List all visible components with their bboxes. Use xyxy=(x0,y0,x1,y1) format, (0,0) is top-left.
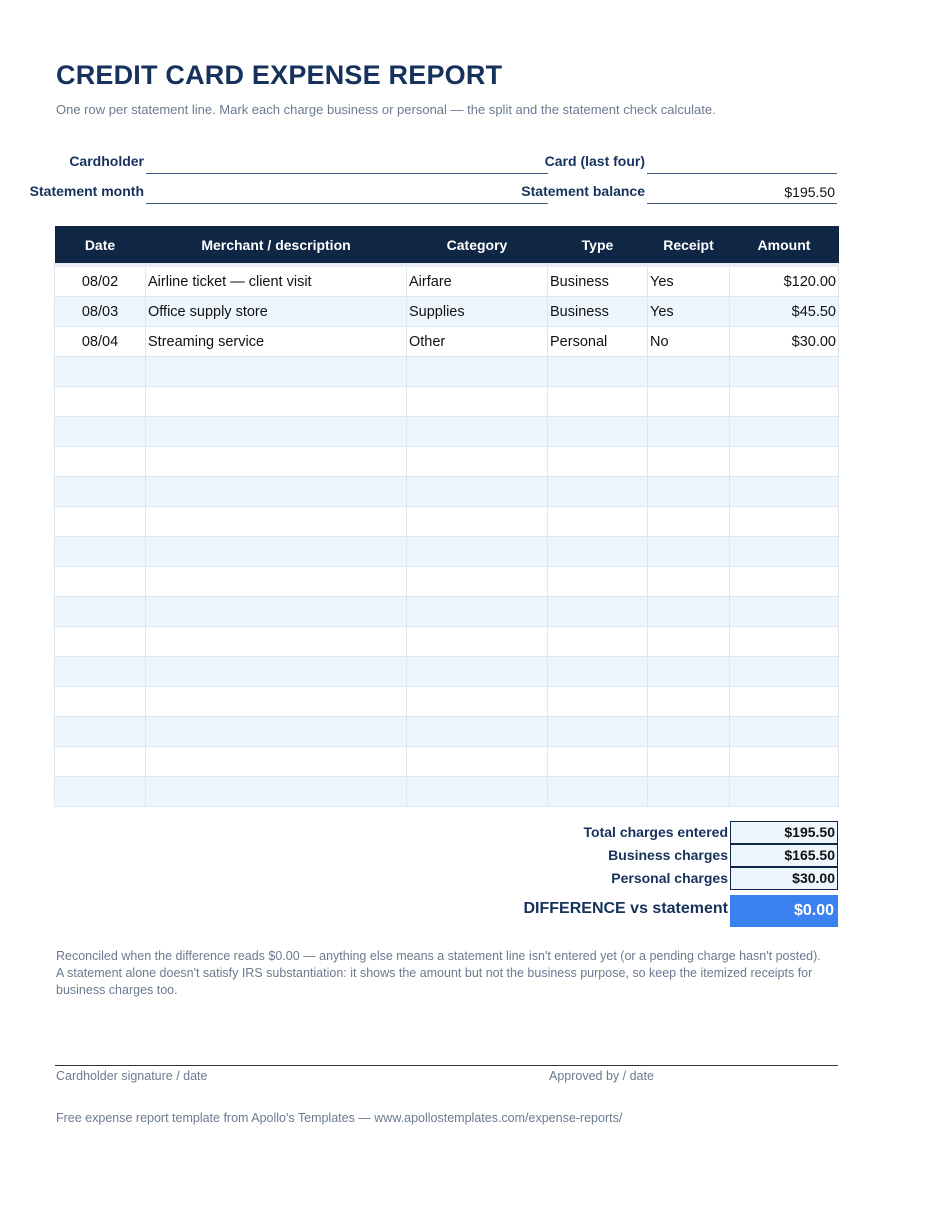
cardholder-label: Cardholder xyxy=(69,153,144,169)
statement-balance-field[interactable]: $195.50 xyxy=(647,181,837,204)
note-line-2: A statement alone doesn't satisfy IRS substantiation: it shows the amount but not the business purpose, so keep the itemized receipts for business charges too. xyxy=(56,966,813,997)
cell-receipt[interactable]: No xyxy=(648,327,730,357)
cell-type[interactable] xyxy=(548,507,648,537)
cell-amount[interactable] xyxy=(730,537,839,567)
cell-category[interactable] xyxy=(407,777,548,807)
cell-date[interactable] xyxy=(55,387,146,417)
statement-month-label: Statement month xyxy=(29,183,144,199)
cell-type[interactable]: Business xyxy=(548,265,648,297)
total-charges-label: Total charges entered xyxy=(583,824,728,840)
table-row xyxy=(55,477,839,507)
cell-category[interactable] xyxy=(407,507,548,537)
cell-category[interactable] xyxy=(407,657,548,687)
column-header-receipt: Receipt xyxy=(648,226,730,265)
personal-charges-label: Personal charges xyxy=(611,870,728,886)
cell-type[interactable]: Business xyxy=(548,297,648,327)
cell-receipt[interactable] xyxy=(648,537,730,567)
cell-category[interactable] xyxy=(407,387,548,417)
cell-receipt[interactable] xyxy=(648,687,730,717)
cell-merchant[interactable] xyxy=(146,657,407,687)
total-charges-value: $195.50 xyxy=(730,821,838,844)
business-charges-label: Business charges xyxy=(608,847,728,863)
cell-receipt[interactable] xyxy=(648,387,730,417)
signature-line xyxy=(55,1065,838,1066)
cell-category[interactable] xyxy=(407,597,548,627)
approved-by-label: Approved by / date xyxy=(549,1069,654,1083)
column-header-date: Date xyxy=(55,226,146,265)
cell-type[interactable] xyxy=(548,387,648,417)
cell-date[interactable] xyxy=(55,597,146,627)
cell-date[interactable]: 08/02 xyxy=(55,265,146,297)
cell-receipt[interactable] xyxy=(648,657,730,687)
cell-merchant[interactable] xyxy=(146,357,407,387)
cell-receipt[interactable] xyxy=(648,357,730,387)
cardholder-field[interactable] xyxy=(146,151,548,174)
card-last-four-field[interactable] xyxy=(647,151,837,174)
cell-date[interactable] xyxy=(55,747,146,777)
table-row xyxy=(55,627,839,657)
cell-category[interactable] xyxy=(407,477,548,507)
cell-type[interactable] xyxy=(548,537,648,567)
cell-receipt[interactable]: Yes xyxy=(648,297,730,327)
table-row xyxy=(55,507,839,537)
expense-table xyxy=(54,226,839,807)
cell-date[interactable] xyxy=(55,657,146,687)
cell-date[interactable] xyxy=(55,717,146,747)
table-row xyxy=(55,387,839,417)
table-row xyxy=(55,537,839,567)
cell-merchant[interactable] xyxy=(146,597,407,627)
cell-type[interactable] xyxy=(548,717,648,747)
column-header-type: Type xyxy=(548,226,648,265)
cell-merchant[interactable] xyxy=(146,417,407,447)
cell-merchant[interactable] xyxy=(146,567,407,597)
table-row xyxy=(55,657,839,687)
table-row xyxy=(55,447,839,477)
cell-merchant[interactable] xyxy=(146,447,407,477)
note-line-1: Reconciled when the difference reads $0.00 — anything else means a statement line isn't entered yet (or a pending charge hasn't posted). xyxy=(56,949,821,963)
cell-merchant[interactable]: Streaming service xyxy=(146,327,407,357)
footer-credit: Free expense report template from Apollo's Templates — www.apollostemplates.com/expense-reports/ xyxy=(56,1111,623,1125)
cell-type[interactable] xyxy=(548,657,648,687)
cell-date[interactable] xyxy=(55,627,146,657)
table-row xyxy=(55,687,839,717)
cell-type[interactable] xyxy=(548,747,648,777)
cell-amount[interactable] xyxy=(730,357,839,387)
cell-type[interactable] xyxy=(548,567,648,597)
column-header-merchant: Merchant / description xyxy=(146,226,407,265)
cell-receipt[interactable] xyxy=(648,777,730,807)
reconciliation-note xyxy=(56,948,846,999)
cell-category[interactable]: Other xyxy=(407,327,548,357)
cell-date[interactable] xyxy=(55,507,146,537)
difference-value: $0.00 xyxy=(730,895,838,927)
cell-merchant[interactable] xyxy=(146,687,407,717)
cell-date[interactable] xyxy=(55,447,146,477)
cell-amount[interactable] xyxy=(730,717,839,747)
cell-category[interactable] xyxy=(407,417,548,447)
cell-category[interactable] xyxy=(407,687,548,717)
cell-type[interactable] xyxy=(548,357,648,387)
table-header-row xyxy=(55,226,839,265)
business-charges-value: $165.50 xyxy=(730,844,838,867)
cell-date[interactable] xyxy=(55,777,146,807)
cell-date[interactable]: 08/04 xyxy=(55,327,146,357)
cell-amount[interactable] xyxy=(730,567,839,597)
table-row xyxy=(55,777,839,807)
report-subtitle: One row per statement line. Mark each charge business or personal — the split and the statement check calculate. xyxy=(56,102,716,117)
statement-month-field[interactable] xyxy=(146,181,548,204)
cell-receipt[interactable] xyxy=(648,417,730,447)
cell-merchant[interactable]: Office supply store xyxy=(146,297,407,327)
cell-merchant[interactable] xyxy=(146,777,407,807)
cell-category[interactable] xyxy=(407,447,548,477)
cell-merchant[interactable]: Airline ticket — client visit xyxy=(146,265,407,297)
cell-merchant[interactable] xyxy=(146,477,407,507)
cell-receipt[interactable] xyxy=(648,597,730,627)
cell-amount[interactable] xyxy=(730,777,839,807)
cell-category[interactable] xyxy=(407,717,548,747)
cell-merchant[interactable] xyxy=(146,747,407,777)
cell-type[interactable] xyxy=(548,477,648,507)
cell-receipt[interactable] xyxy=(648,447,730,477)
column-header-category: Category xyxy=(407,226,548,265)
cell-amount[interactable]: $30.00 xyxy=(730,327,839,357)
cell-receipt[interactable] xyxy=(648,567,730,597)
cell-category[interactable]: Airfare xyxy=(407,265,548,297)
card-last-four-label: Card (last four) xyxy=(544,153,645,169)
cell-date[interactable] xyxy=(55,687,146,717)
table-row xyxy=(55,417,839,447)
cell-merchant[interactable] xyxy=(146,387,407,417)
cell-type[interactable] xyxy=(548,627,648,657)
cell-category[interactable] xyxy=(407,537,548,567)
cell-type[interactable] xyxy=(548,687,648,717)
cell-amount[interactable] xyxy=(730,387,839,417)
cell-category[interactable] xyxy=(407,567,548,597)
cell-type[interactable] xyxy=(548,597,648,627)
cell-date[interactable] xyxy=(55,477,146,507)
cell-date[interactable]: 08/03 xyxy=(55,297,146,327)
table-row xyxy=(55,597,839,627)
cell-type[interactable] xyxy=(548,447,648,477)
table-row xyxy=(55,567,839,597)
cardholder-signature-label: Cardholder signature / date xyxy=(56,1069,208,1083)
table-row xyxy=(55,357,839,387)
cell-amount[interactable] xyxy=(730,447,839,477)
cell-date[interactable] xyxy=(55,537,146,567)
cell-category[interactable] xyxy=(407,357,548,387)
cell-merchant[interactable] xyxy=(146,627,407,657)
cell-receipt[interactable] xyxy=(648,747,730,777)
cell-receipt[interactable] xyxy=(648,717,730,747)
table-row xyxy=(55,265,839,297)
cell-date[interactable] xyxy=(55,357,146,387)
cell-receipt[interactable] xyxy=(648,627,730,657)
cell-date[interactable] xyxy=(55,417,146,447)
cell-amount[interactable] xyxy=(730,417,839,447)
cell-type[interactable] xyxy=(548,777,648,807)
column-header-amount: Amount xyxy=(730,226,839,265)
cell-amount[interactable]: $45.50 xyxy=(730,297,839,327)
cell-receipt[interactable] xyxy=(648,477,730,507)
cell-category[interactable] xyxy=(407,627,548,657)
cell-amount[interactable] xyxy=(730,747,839,777)
table-row xyxy=(55,297,839,327)
cell-category[interactable]: Supplies xyxy=(407,297,548,327)
cell-amount[interactable] xyxy=(730,597,839,627)
cell-receipt[interactable] xyxy=(648,507,730,537)
cell-amount[interactable] xyxy=(730,627,839,657)
cell-amount[interactable] xyxy=(730,477,839,507)
cell-amount[interactable] xyxy=(730,687,839,717)
cell-merchant[interactable] xyxy=(146,717,407,747)
cell-amount[interactable]: $120.00 xyxy=(730,265,839,297)
cell-type[interactable] xyxy=(548,417,648,447)
cell-merchant[interactable] xyxy=(146,507,407,537)
cell-merchant[interactable] xyxy=(146,537,407,567)
personal-charges-value: $30.00 xyxy=(730,867,838,890)
cell-receipt[interactable]: Yes xyxy=(648,265,730,297)
table-row xyxy=(55,747,839,777)
statement-balance-label: Statement balance xyxy=(521,183,645,199)
cell-category[interactable] xyxy=(407,747,548,777)
report-title: CREDIT CARD EXPENSE REPORT xyxy=(56,60,503,90)
cell-amount[interactable] xyxy=(730,507,839,537)
difference-label: DIFFERENCE vs statement xyxy=(523,900,728,917)
cell-amount[interactable] xyxy=(730,657,839,687)
cell-date[interactable] xyxy=(55,567,146,597)
table-row xyxy=(55,717,839,747)
cell-type[interactable]: Personal xyxy=(548,327,648,357)
table-row xyxy=(55,327,839,357)
